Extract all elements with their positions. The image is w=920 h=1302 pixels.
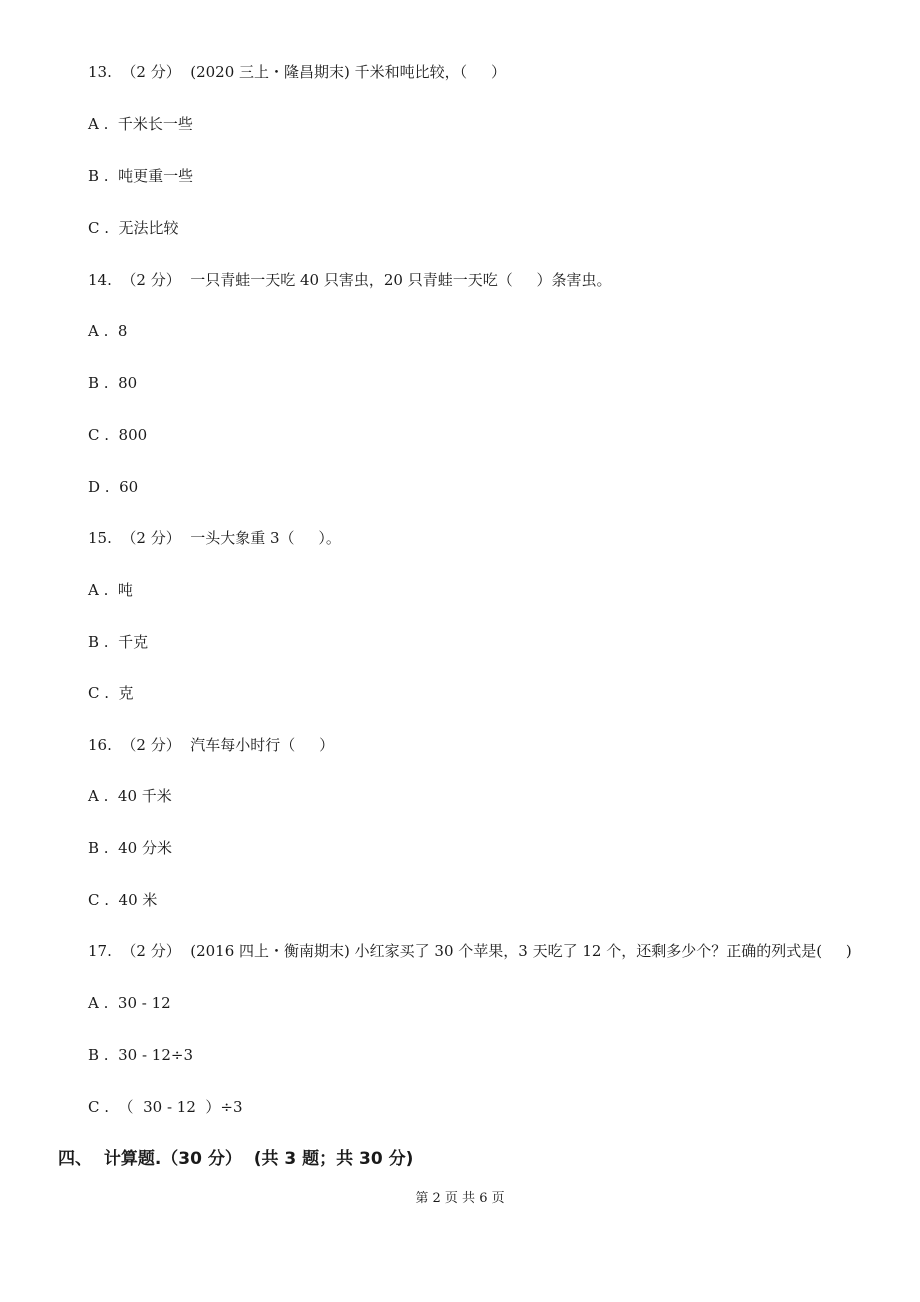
question-16-option-c: C . 40 米 [88,891,158,909]
question-16-option-a: A . 40 千米 [88,787,172,805]
question-16-option-b: B . 40 分米 [88,839,172,857]
question-15-option-c: C . 克 [88,684,134,702]
question-14-stem: 14. （2 分） 一只青蛙一天吃 40 只害虫，20 只青蛙一天吃（ ）条害虫。 [88,271,612,289]
question-14-option-b: B . 80 [88,374,138,392]
page-footer: 第 2 页 共 6 页 [415,1191,505,1206]
question-14-option-a: A . 8 [88,322,128,340]
question-15-option-a: A . 吨 [88,581,133,599]
question-14-option-d: D . 60 [88,478,139,496]
question-14-option-c: C . 800 [88,426,148,444]
question-17-option-b: B . 30 - 12÷3 [88,1046,193,1064]
question-17-stem: 17. （2 分） (2016 四上・衡南期末) 小红家买了 30 个苹果，3 天吃了 12 个，还剩多少个？正确的列式是( ) [88,942,852,960]
question-17-option-c: C . （ 30 - 12 ）÷3 [88,1098,243,1116]
section-heading: 四、 计算题.（30 分） (共 3 题；共 30 分) [58,1149,414,1169]
question-13-option-a: A . 千米长一些 [88,115,193,133]
question-13-option-c: C . 无法比较 [88,219,179,237]
question-13-option-b: B . 吨更重一些 [88,167,194,185]
question-15-option-b: B . 千克 [88,633,149,651]
question-15-stem: 15. （2 分） 一头大象重 3（ ）。 [88,529,341,547]
question-16-stem: 16. （2 分） 汽车每小时行（ ） [88,736,335,754]
question-17-option-a: A . 30 - 12 [88,994,171,1012]
question-13-stem: 13. （2 分） (2020 三上・隆昌期末) 千米和吨比较，（ ） [88,63,506,81]
